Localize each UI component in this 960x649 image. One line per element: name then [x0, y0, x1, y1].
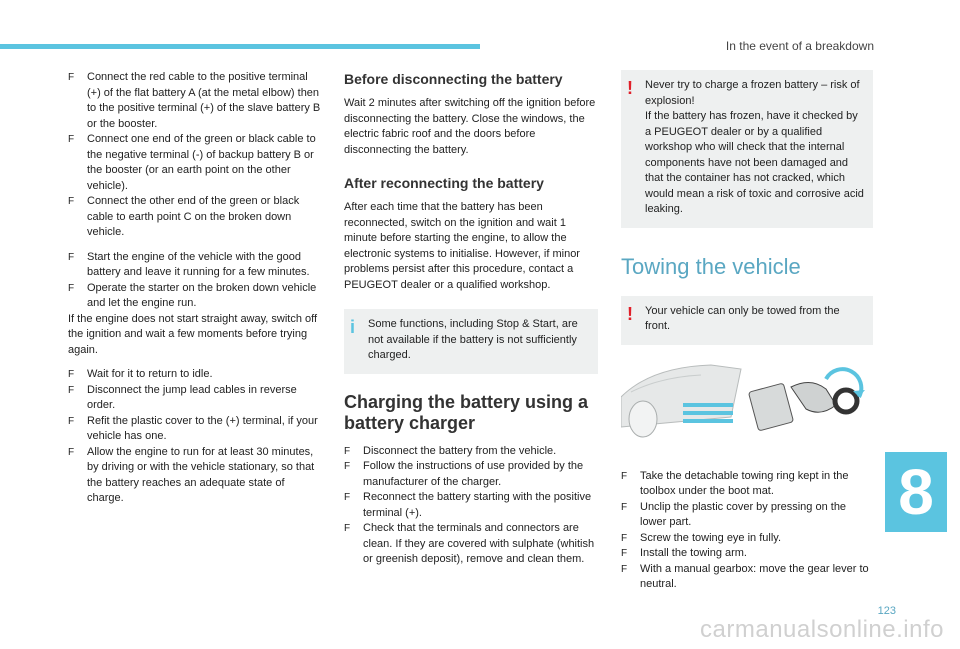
list-item: F Follow the instructions of use provided by the manufacturer of the charger.	[344, 459, 598, 490]
bullet-marker: F	[68, 282, 75, 294]
heading-charging: Charging the battery using a battery charger	[344, 391, 589, 433]
heading-towing: Towing the vehicle	[621, 253, 801, 279]
bullet-marker: F	[68, 446, 75, 458]
column-middle	[344, 70, 598, 568]
retry-paragraph: If the engine does not start straight away, switch off the ignition and wait a few moments before trying again.	[68, 312, 318, 356]
bullet-marker: F	[621, 470, 628, 482]
warning-box-frozen	[621, 70, 873, 228]
info-text: Some functions, including Stop & Start, are not available if the battery is not sufficiently charged.	[368, 318, 578, 361]
warning-icon: !	[627, 303, 633, 324]
bullet-marker: F	[68, 384, 75, 396]
section-title: In the event of a breakdown	[725, 39, 874, 53]
bullet-marker: F	[344, 461, 351, 472]
list-item: F Install the towing arm.	[621, 546, 873, 562]
page-number: 123	[877, 605, 896, 617]
list-item: F Start the engine of the vehicle with the good battery and leave it running for a few minutes.	[68, 250, 324, 281]
bullet-marker: F	[344, 523, 351, 534]
list-towing	[621, 469, 873, 593]
list-item: F Operate the starter on the broken down vehicle and let the engine run.	[68, 281, 324, 312]
column-right	[621, 70, 873, 593]
bullet-marker: F	[621, 501, 628, 513]
list-start-engine	[68, 250, 324, 312]
list-item: F With a manual gearbox: move the gear lever to neutral.	[621, 562, 873, 593]
list-item: F Screw the towing eye in fully.	[621, 531, 873, 547]
bullet-marker: F	[344, 492, 351, 503]
list-item: F Take the detachable towing ring kept in the toolbox under the boot mat.	[621, 469, 873, 500]
list-item: F Allow the engine to run for at least 30 minutes, by driving or with the vehicle stationary, so that the battery reaches an adequate state of charge.	[68, 445, 324, 507]
list-item: F Check that the terminals and connectors are clean. If they are covered with sulphate (whitish or greenish deposit), remove and clean them.	[344, 521, 598, 568]
list-item: F Disconnect the jump lead cables in reverse order.	[68, 383, 324, 414]
bullet-marker: F	[344, 445, 351, 457]
warning-box-towing	[621, 296, 873, 345]
list-item: F Reconnect the battery starting with the positive terminal (+).	[344, 490, 598, 521]
list-item: F Wait for it to return to idle.	[68, 367, 324, 383]
bullet-marker: F	[68, 72, 75, 83]
warning-icon: !	[627, 78, 633, 98]
bullet-marker: F	[621, 532, 628, 544]
column-left	[68, 70, 324, 507]
bullet-marker: F	[68, 251, 75, 263]
info-box	[344, 309, 598, 374]
list-item: F Connect one end of the green or black cable to the negative terminal (-) of backup battery B or the booster (or an earth point on the other vehicle).	[68, 132, 324, 194]
before-disconnecting-text: Wait 2 minutes after switching off the ignition before disconnecting the battery. Close the windows, the electric fabric roof and the doors before disconnecting the battery.	[344, 97, 596, 156]
watermark: carmanualsonline.info	[700, 616, 944, 643]
warning-towing-text: Your vehicle can only be towed from the front.	[645, 304, 840, 332]
chapter-tab: 8	[885, 452, 947, 532]
bullet-marker: F	[68, 369, 75, 380]
bullet-marker: F	[68, 196, 75, 207]
towing-eye-illustration	[621, 357, 873, 447]
bullet-marker: F	[621, 548, 628, 559]
list-charging	[344, 444, 598, 568]
list-jump-connect	[68, 70, 324, 241]
bullet-marker: F	[68, 415, 75, 427]
list-item: F Connect the red cable to the positive terminal (+) of the flat battery A (at the metal elbow) then to the positive terminal (+) of the slave battery B or the booster.	[68, 70, 324, 132]
bullet-marker: F	[621, 563, 628, 575]
after-reconnecting-text: After each time that the battery has been reconnected, switch on the ignition and wait 1 minute before starting the engine, to allow the electronic systems to initialise. However, if minor problems persist after this procedure, contact a PEUGEOT dealer or a qualified workshop.	[344, 201, 580, 291]
warning-frozen-a: Never try to charge a frozen battery – risk of explosion!	[645, 79, 860, 107]
info-icon: i	[350, 317, 356, 337]
list-item: F Unclip the plastic cover by pressing on the lower part.	[621, 500, 873, 531]
list-disconnect	[68, 367, 324, 507]
list-item: F Connect the other end of the green or black cable to earth point C on the broken down vehicle.	[68, 194, 324, 241]
top-accent-bar	[0, 44, 480, 49]
heading-after-reconnecting: After reconnecting the battery	[344, 175, 544, 191]
warning-frozen-b: If the battery has frozen, have it checked by a PEUGEOT dealer or by a qualified workshop who will check that the internal components have not been damaged and that the container has not cracked, which would mean a risk of toxic and corrosive acid leaking.	[645, 110, 864, 215]
list-item: F Disconnect the battery from the vehicle.	[344, 444, 598, 460]
heading-before-disconnecting: Before disconnecting the battery	[344, 71, 563, 87]
list-item: F Refit the plastic cover to the (+) terminal, if your vehicle has one.	[68, 414, 324, 445]
bullet-marker: F	[68, 134, 75, 145]
